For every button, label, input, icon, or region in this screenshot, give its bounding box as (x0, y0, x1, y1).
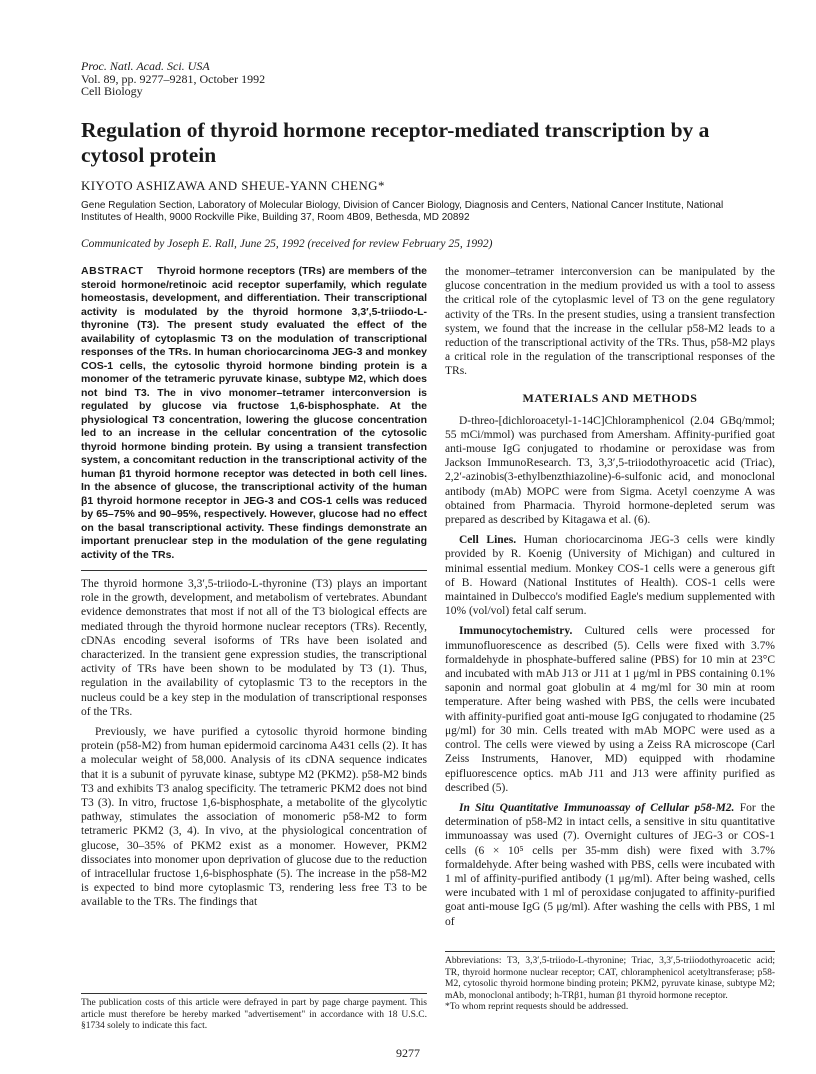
immuno-text: Cultured cells were processed for immunofluorescence as described (5). Cells were fixed with 3.7% formaldehyde in phosphate-buffered saline (PBS) for 10 min at 23°C and incubated with mAb J13 or J11 at 1 μg/ml in PBS containing 0.1% saponin and normal goat globulin at 4 mg/ml for 30 min at room temperature. After being washed with PBS, the cells were incubated with affinity-purified goat anti-mouse IgG conjugated to rhodamine (25 μg/ml) for 30 min. Cells treated with mAb MOPC were used as a control. The cells were viewed by using a Zeiss RA microscope (Carl Zeiss Instruments, Hanover, MD) equipped with rhodamine epifluorescence optics. mAb J11 and J13 were affinity purified as described (5). (445, 625, 776, 794)
communicated-by: Communicated by Joseph E. Rall, June 25, 1992 (received for review February 25, 1992) (81, 238, 493, 250)
article-title: Regulation of thyroid hormone receptor-mediated transcription by a cytosol protein (81, 118, 710, 167)
abstract-label: ABSTRACT (81, 265, 144, 277)
corresponding-author-note: *To whom reprint requests should be addressed. (445, 1002, 629, 1012)
cell-lines-text: Human choriocarcinoma JEG-3 cells were kindly provided by R. Koenig (University of Michigan) and cultured in minimal essential medium. Monkey COS-1 cells were a generous gift of B. Howard (National Institutes of Health). COS-1 cells were maintained in Dulbecco's modified Eagle's medium supplemented with 10% (vol/vol) fetal calf serum. (445, 534, 776, 618)
methods-materials: D-threo-[dichloroacetyl-1-14C]Chloramphenicol (2.04 GBq/mmol; 55 mCi/mmol) was purchased from Amersham. Affinity-purified goat anti-mouse IgG conjugated to rhodamine or peroxidase was from Jackson ImmunoResearch. T3, 3,3′,5-triiodothyroacetic acid (Triac), 2,2′-azinobis(3-ethylbenzthiazoline)-6-sulfonic acid, and monoclonal antibody (mAb) MOPC were from Sigma. Acetyl coenzyme A was obtained from Pharmacia. Thyroid hormone-depleted serum was prepared as described by Kitagawa et al. (6). (445, 414, 775, 527)
intro-paragraph-1: The thyroid hormone 3,3′,5-triiodo-L-thyronine (T3) plays an important role in the growth, development, and metabolism of vertebrates. Abundant evidence demonstrates that most if not all of the T3 biological effects are mediated through the thyroid hormone nuclear receptors (TRs). Recently, cDNAs encoding several isoforms of TRs have been isolated and characterized. In the transient gene expression studies, the transcriptional activity of TRs have been shown to be modulated by T3 (1). Thus, regulation in the availability of cytoplasmic T3 to the receptors in the nucleus could be a key step in the modulation of transcriptional responses of the TRs. (81, 578, 427, 718)
article-authors: KIYOTO ASHIZAWA AND SHEUE-YANN CHENG* (81, 178, 385, 193)
intro-paragraph-2: Previously, we have purified a cytosolic thyroid hormone binding protein (p58-M2) from human epidermoid carcinoma A431 cells (2). It has a molecular weight of 58,000. Analysis of its cDNA sequence indicates that it is a subunit of pyruvate kinase, subtype M2 (PKM2). p58-M2 binds T3 and exhibits T3 analog specificity. The tetrameric PKM2 does not bind T3 (3). In vitro, fructose 1,6-bisphosphate, a metabolite of the glycolytic pathway, stimulates the association of monomeric p58-M2 to form tetrameric PKM2 (3, 4). In vivo, at the physiological concentration of glucose, 30–35% of PKM2 exist as a monomer. However, PKM2 dissociates into monomer upon deprivation of glucose due to the reduction of intracellular fructose 1,6-bisphosphate (5). The increase in the p58-M2 is expected to bind more cytoplasmic T3, rendering less free T3 to be available to the TRs. The findings that (81, 726, 427, 909)
cell-lines-heading: Cell Lines. (459, 534, 517, 547)
methods-immunocytochemistry (445, 624, 775, 794)
journal-name: Proc. Natl. Acad. Sci. USA (81, 59, 210, 73)
left-column (81, 265, 427, 916)
methods-cell-lines (445, 533, 775, 618)
methods-heading: MATERIALS AND METHODS (522, 390, 698, 405)
page-number: 9277 (396, 1046, 420, 1060)
insitu-text: For the determination of p58-M2 in intact cells, a sensitive in situ quantitative immunoassay was used (7). Overnight cultures of JEG-3 or COS-1 cells (6 × 10⁵ cells per 35-mm dish) were fixed with 3.7% formaldehyde. After being washed with PBS, cells were incubated with 1 ml of affinity-purified antibody (1 μg/ml). After being washed, cells were incubated with 1 ml of peroxidase conjugated to affinity-purified goat anti-mouse IgG (5 μg/ml). After washing the cells with PBS, 1 ml of (445, 801, 775, 928)
insitu-heading: In Situ Quantitative Immunoassay of Cellular p58-M2. (459, 801, 735, 814)
immuno-heading: Immunocytochemistry. (459, 625, 573, 638)
right-column (445, 265, 775, 935)
methods-insitu (445, 801, 775, 929)
intro-continuation: the monomer–tetramer interconversion can be manipulated by the glucose concentration in the medium provided us with a tool to assess the critical role of the cytoplasmic level of T3 on the gene regulatory activity of the TRs. In the present studies, using a transient transfection system, we found that the increase in the cellular p58-M2 leads to a reduction of the transcriptional activity of the TRs. Thus, p58-M2 plays a critical role in the regulation of the transcriptional responses of the TRs. (445, 266, 775, 378)
article-affiliation: Gene Regulation Section, Laboratory of Molecular Biology, Division of Cancer Biology, Diagnosis and Centers, National Cancer Institute, National Institutes of Health, 9000 Rockville Pike, Building 37, Room 4B09, Bethesda, MD 20892 (81, 200, 724, 223)
abstract-text: Thyroid hormone receptors (TRs) are members of the steroid hormone/retinoic acid receptor superfamily, which regulate homeostasis, development, and differentiation. Their transcriptional activity is modulated by the thyroid hormone 3,3′,5-triiodo-L-thyronine (T3). The present study evaluated the effect of the availability of cytoplasmic T3 on the modulation of transcriptional responses of the TRs. In human choriocarcinoma JEG-3 and monkey COS-1 cells, the cytosolic thyroid hormone binding protein is a monomer of the tetrameric pyruvate kinase, subtype M2, which does not bind T3. The in vivo monomer–tetramer interconversion is regulated by glucose via fructose 1,6-bisphosphate. At the physiological T3 concentration, lowering the glucose concentration led to an increase in the cellular concentration of the cytosolic thyroid hormone binding protein. By using a transient transfection system, a concomitant reduction in the transcriptional activity of the human β1 thyroid hormone receptor was detected in both cell lines. In the absence of glucose, the transcriptional activity of the human β1 thyroid hormone receptor in JEG-3 and COS-1 cells was reduced by 65–75% and 90–95%, respectively. However, glucose had no effect on the basal transcriptional activity. These findings demonstrate an important prenuclear step in the modulation of the gene regulating activity of the TRs. (81, 265, 428, 561)
journal-header (81, 60, 265, 98)
journal-section: Cell Biology (81, 84, 143, 98)
abstract-divider (81, 570, 427, 571)
abbreviations-text: Abbreviations: T3, 3,3′,5-triiodo-L-thyronine; Triac, 3,3′,5-triiodothyroacetic acid; TR, thyroid hormone nuclear receptor; CAT, chloramphenicol acetyltransferase; p58-M2, cytosolic thyroid hormone binding protein; PKM2, pyruvate kinase, subtype M2; mAb, monoclonal antibody; h-TRβ1, human β1 thyroid hormone receptor. (445, 956, 775, 1001)
abstract (81, 265, 427, 562)
journal-volume: Vol. 89, pp. 9277–9281, October 1992 (81, 71, 266, 86)
abbreviations-footnote (445, 951, 775, 1014)
publication-cost-footnote: The publication costs of this article were defrayed in part by page charge payment. This article must therefore be hereby marked "advertisement" in accordance with 18 U.S.C. §1734 solely to indicate this fact. (81, 993, 427, 1033)
